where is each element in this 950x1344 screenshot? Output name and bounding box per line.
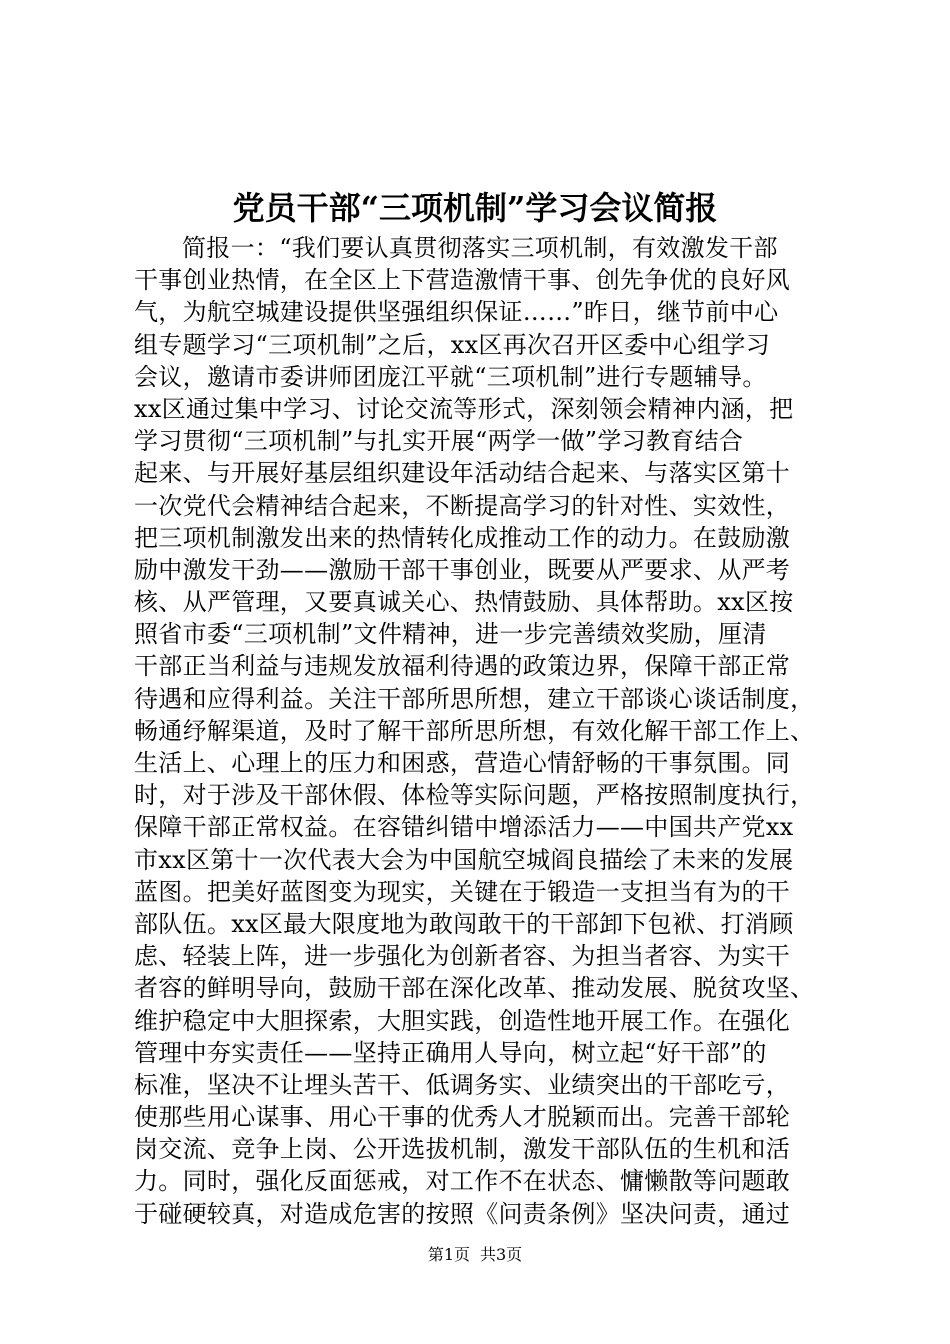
body-line: 照省市委“三项机制”文件精神，进一步完善绩效奖励，厘清 [134, 620, 767, 649]
body-line: 生活上、心理上的压力和困惑，营造心情舒畅的干事氛围。同 [134, 749, 791, 777]
document-body [134, 232, 834, 1230]
body-line: 起来、与开展好基层组织建设年活动结合起来、与落实区第十 [134, 459, 791, 488]
body-line: 励中激发干劲——激励干部干事创业，既要从严要求、从严考 [134, 555, 791, 584]
page-footer [0, 1244, 950, 1266]
body-line: 会议，邀请市委讲师团庞江平就“三项机制”进行专题辅导。 [134, 362, 767, 391]
body-line: 时，对于涉及干部休假、体检等实际问题，严格按照制度执行， [134, 781, 815, 810]
body-line: 力。同时，强化反面惩戒，对工作不在状态、慵懒散等问题敢 [134, 1167, 791, 1196]
body-line: 蓝图。把美好蓝图变为现实，关键在于锻造一支担当有为的干 [134, 877, 791, 906]
body-line: 核、从严管理，又要真诚关心、热情鼓励、具体帮助。xx区按 [134, 588, 794, 617]
page-total: 共3页 [480, 1245, 523, 1264]
body-line: 者容的鲜明导向，鼓励干部在深化改革、推动发展、脱贫攻坚、 [134, 974, 815, 1003]
body-line: 维护稳定中大胆探索，大胆实践，创造性地开展工作。在强化 [134, 1006, 791, 1035]
body-line: 虑、轻装上阵，进一步强化为创新者容、为担当者容、为实干 [134, 942, 791, 971]
body-line: 保障干部正常权益。在容错纠错中增添活力——中国共产党xx [134, 813, 794, 842]
body-line: 于碰硬较真，对造成危害的按照《问责条例》坚决问责，通过 [134, 1199, 791, 1228]
body-line: 气，为航空城建设提供坚强组织保证……”昨日，继节前中心 [134, 298, 779, 327]
body-line: 待遇和应得利益。关注干部所思所想，建立干部谈心谈话制度， [134, 684, 815, 713]
body-line: 组专题学习“三项机制”之后，xx区再次召开区委中心组学习 [134, 330, 771, 359]
body-line: 简报一：“我们要认真贯彻落实三项机制，有效激发干部 [182, 234, 778, 262]
body-line: 把三项机制激发出来的热情转化成推动工作的动力。在鼓励激 [134, 523, 791, 552]
body-line: 干事创业热情，在全区上下营造激情干事、创先争优的良好风 [134, 266, 791, 295]
body-line: 干部正当利益与违规发放福利待遇的政策边界，保障干部正常 [134, 652, 791, 681]
body-line: 畅通纾解渠道，及时了解干部所思所想，有效化解干部工作上、 [134, 716, 815, 745]
body-line: 使那些用心谋事、用心干事的优秀人才脱颖而出。完善干部轮 [134, 1103, 791, 1132]
body-line: 部队伍。xx区最大限度地为敢闯敢干的干部卸下包袱、打消顾 [134, 909, 794, 938]
body-line: xx区通过集中学习、讨论交流等形式，深刻领会精神内涵，把 [134, 394, 794, 423]
page-number: 第1页 [427, 1245, 470, 1264]
body-line: 管理中夯实责任——坚持正确用人导向，树立起“好干部”的 [134, 1038, 767, 1067]
body-line: 标准，坚决不让埋头苦干、低调务实、业绩突出的干部吃亏， [134, 1070, 791, 1099]
document-title: 党员干部“三项机制”学习会议简报 [232, 189, 718, 227]
body-line: 学习贯彻“三项机制”与扎实开展“两学一做”学习教育结合 [134, 427, 744, 456]
body-line: 一次党代会精神结合起来，不断提高学习的针对性、实效性， [134, 491, 791, 520]
body-line: 市xx区第十一次代表大会为中国航空城阎良描绘了未来的发展 [134, 845, 794, 874]
body-line: 岗交流、竞争上岗、公开选拔机制，激发干部队伍的生机和活 [134, 1135, 791, 1164]
